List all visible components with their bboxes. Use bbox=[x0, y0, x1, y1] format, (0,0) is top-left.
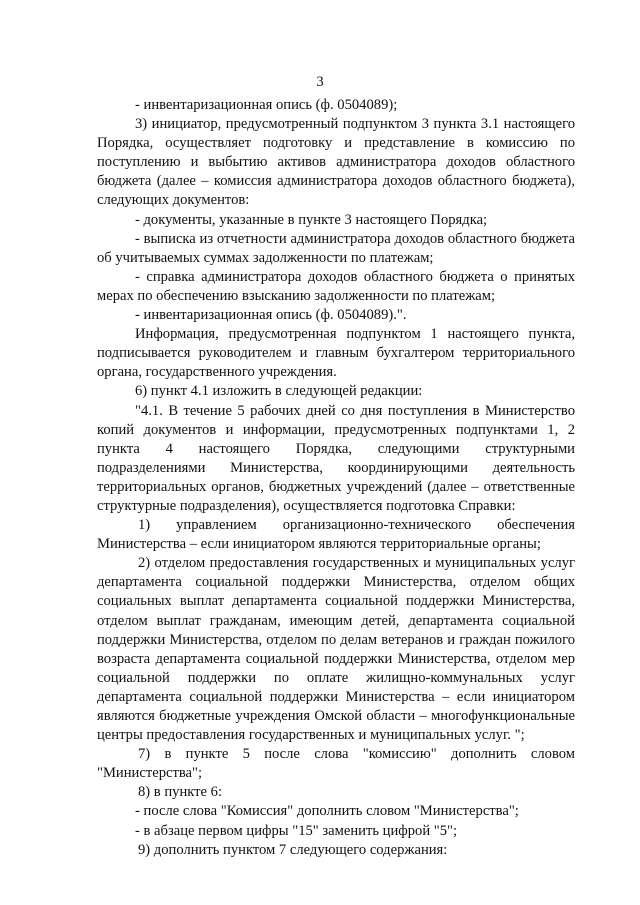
clause-4-1-sub-2: 2) отделом предоставления государственных и муниципальных услуг департамента социальной поддержки Министерства, отделом общих социальных выплат департамента социальной поддержки Министерства, отделом выплат гражданам, имеющим детей, департамента социальной поддержки Министерства, отделом по делам ветеранов и граждан пожилого возраста департамента социальной поддержки Министерства, отделом мер социальной поддержки по оплате жилищно-коммунальных услуг департамента социальной поддержки Министерства – если инициатором являются бюджетные учреждения Омской области – многофункциональные центры предоставления государственных и муниципальных услуг. "; bbox=[97, 555, 575, 744]
page-number: 3 bbox=[316, 74, 324, 90]
information-paragraph: Информация, предусмотренная подпунктом 1 настоящего пункта, подписывается руководителем и главным бухгалтером территориального органа, государственного учреждения. bbox=[97, 326, 575, 381]
item-9: 9) дополнить пунктом 7 следующего содержания: bbox=[138, 841, 448, 858]
document-body bbox=[97, 96, 575, 860]
list-item-inventory-2: - инвентаризационная опись (ф. 0504089).". bbox=[135, 307, 407, 324]
item-6-heading: 6) пункт 4.1 изложить в следующей редакции: bbox=[135, 383, 423, 400]
clause-4-1-sub-1: 1) управлением организационно-технического обеспечения Министерства – если инициатором являются территориальные органы; bbox=[97, 517, 575, 553]
item-8-sub-2: - в абзаце первом цифры "15" заменить цифрой "5"; bbox=[135, 822, 458, 839]
item-7: 7) в пункте 5 после слова "комиссию" дополнить словом "Министерства"; bbox=[97, 746, 575, 782]
list-item-documents: - документы, указанные в пункте 3 настоящего Порядка; bbox=[135, 211, 488, 228]
item-8-sub-1: - после слова "Комиссия" дополнить словом "Министерства"; bbox=[135, 803, 519, 820]
list-item-inventory-1: - инвентаризационная опись (ф. 0504089); bbox=[135, 97, 398, 113]
list-item-statement: - выписка из отчетности администратора доходов областного бюджета об учитываемых суммах задолженности по платежам; bbox=[97, 230, 575, 266]
item-8-heading: 8) в пункте 6: bbox=[138, 784, 223, 801]
list-item-certificate: - справка администратора доходов областного бюджета о принятых мерах по обеспечению взысканию задолженности по платежам; bbox=[97, 268, 575, 304]
item-3-initiator: 3) инициатор, предусмотренный подпунктом 3 пункта 3.1 настоящего Порядка, осуществляет подготовку и представление в комиссию по поступлению и выбытию активов администратора доходов областного бюджета (далее – комиссия администратора доходов областного бюджета), следующих документов: bbox=[97, 116, 575, 209]
clause-4-1: "4.1. В течение 5 рабочих дней со дня поступления в Министерство копий документов и информации, предусмотренных подпунктами 1, 2 пункта 4 настоящего Порядка, следующими структурными подразделениями Министерства, координирующими деятельность территориальных органов, бюджетных учреждений (далее – ответственные структурные подразделения), осуществляется подготовка Справки: bbox=[97, 402, 575, 514]
